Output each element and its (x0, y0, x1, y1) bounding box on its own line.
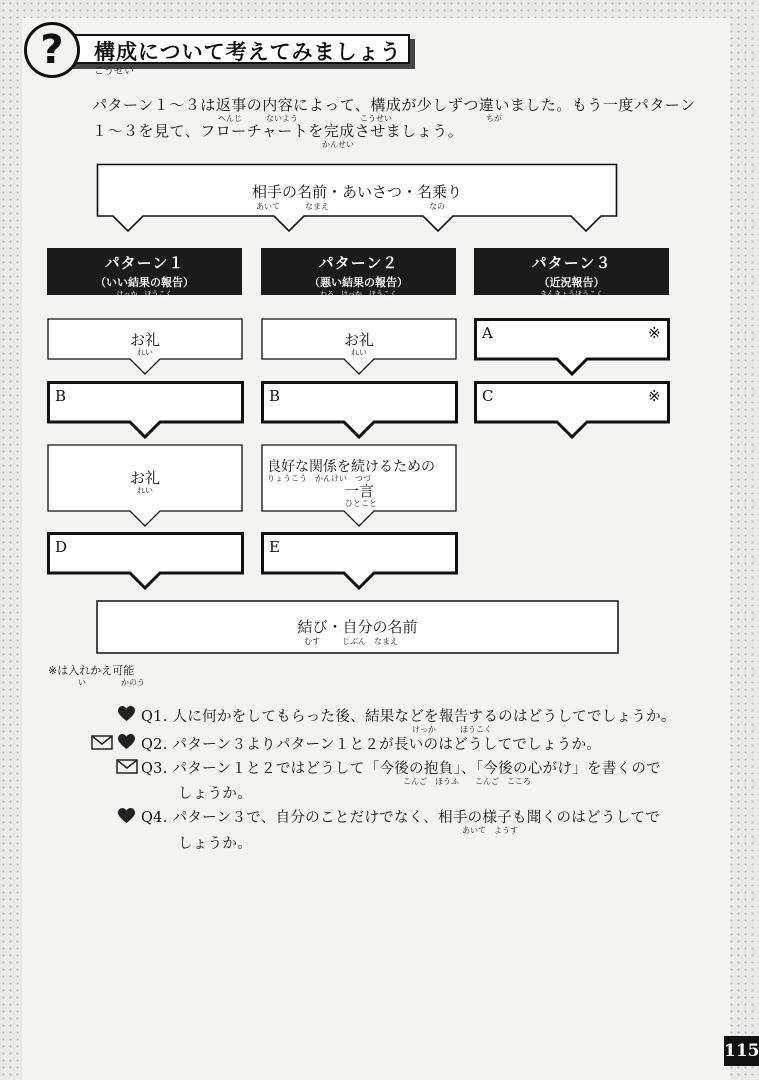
flow-bottom-ruby-2: じぶん (342, 637, 366, 646)
col2-box-4-label: E (269, 538, 280, 556)
question-3-line-2: しょうか。 (178, 786, 252, 802)
col3-box-1 (474, 318, 670, 376)
col1-box-1-label: お礼 (129, 331, 160, 349)
col1-box-4-label: D (55, 538, 68, 556)
question-4: Q4. パターン３で、自分のことだけでなく、相手の様子も聞くのはどうしてで (141, 810, 661, 826)
col3-box-1-label: A (482, 324, 493, 342)
swap-note: ※は入れかえ可能 (48, 664, 135, 677)
col2-box-1-ruby: れい (351, 348, 367, 357)
col2-box-3-ruby-2: ひとこと (345, 499, 377, 508)
question-mark-icon: ? (24, 22, 80, 78)
intro-line-1: パターン１～３は返事の内容によって、構成が少しずつ違いました。もう一度パターン (92, 96, 696, 114)
heart-icon (118, 734, 135, 750)
col1-box-3-label: お礼 (129, 469, 160, 487)
col2-box-1 (261, 318, 457, 376)
heart-icon (118, 706, 135, 722)
flow-top-ruby-2: なまえ (305, 202, 329, 211)
flow-bottom-ruby-1: むす (304, 637, 320, 646)
flow-box-bottom (96, 600, 619, 654)
col3-box-2-label: C (482, 387, 494, 405)
pattern-1-header: パターン１ （いい結果の報告） けっか ほうこく (47, 248, 242, 295)
note-ruby-1: い (78, 678, 86, 687)
col1-box-3 (47, 444, 243, 528)
flow-top-ruby-3: なの (429, 202, 445, 211)
intro-ruby-1: へんじ (218, 114, 242, 123)
note-ruby-2: かのう (121, 678, 145, 687)
flow-top-label: 相手の名前・あいさつ・名乗り (251, 183, 462, 201)
page-title: 構成について考えてみましょう (94, 40, 402, 64)
intro-line-2: １～３を見て、フローチャートを完成させましょう。 (92, 122, 464, 140)
col2-box-3-label-2: 一言 (343, 482, 374, 500)
question-3-ruby: こんご ほうふ こんご こころ (403, 777, 531, 786)
col3-box-2 (474, 381, 670, 439)
flow-box-top (96, 163, 618, 233)
col1-box-2 (47, 381, 244, 439)
pattern-3-header: パターン３ （近況報告） きんきょうほうこく (474, 248, 669, 295)
flow-top-ruby-1: あいて (256, 202, 280, 211)
question-1: Q1. 人に何かをしてもらった後、結果などを報告するのはどうしてでしょうか。 (141, 709, 676, 725)
swap-mark-c: ※ (648, 387, 661, 405)
col2-box-2-label: B (269, 387, 281, 405)
col1-box-2-label: B (55, 387, 67, 405)
question-3: Q3. パターン１と２ではどうして「今後の抱負」、「今後の心がけ」を書くので (141, 761, 661, 777)
heart-icon (118, 808, 135, 824)
intro-ruby-3: こうせい (360, 114, 392, 123)
mail-icon (91, 735, 113, 750)
col2-box-3-ruby: りょうこう かんけい つづ (267, 474, 371, 483)
col2-box-4 (261, 532, 458, 590)
col1-box-3-ruby: れい (137, 486, 153, 495)
page-number: 115 (724, 1036, 759, 1066)
flow-bottom-ruby-3: なまえ (374, 637, 398, 646)
swap-mark-a: ※ (648, 324, 661, 342)
question-4-ruby: あいて ようす (462, 826, 518, 835)
col1-box-1 (47, 318, 243, 376)
mail-icon (116, 759, 138, 774)
pattern-2-header: パターン２ （悪い結果の報告） わる けっか ほうこく (261, 248, 456, 295)
flow-bottom-label: 結び・自分の名前 (297, 618, 418, 636)
col2-box-2 (261, 381, 458, 439)
col1-box-1-ruby: れい (137, 348, 153, 357)
col2-box-1-label: お礼 (343, 331, 374, 349)
question-2: Q2. パターン３よりパターン１と２が長いのはどうしてでしょうか。 (141, 737, 602, 753)
title-ruby: こうせい (94, 66, 134, 77)
col2-box-3-label: 良好な関係を続けるための (267, 459, 435, 475)
question-4-line-2: しょうか。 (178, 836, 252, 852)
intro-ruby-4: ちが (486, 114, 502, 123)
col2-box-3 (261, 444, 457, 528)
intro-ruby-2: ないよう (266, 114, 298, 123)
question-1-ruby: けっか ほうこく (412, 725, 492, 734)
intro-ruby-5: かんせい (322, 140, 354, 149)
col1-box-4 (47, 532, 244, 590)
